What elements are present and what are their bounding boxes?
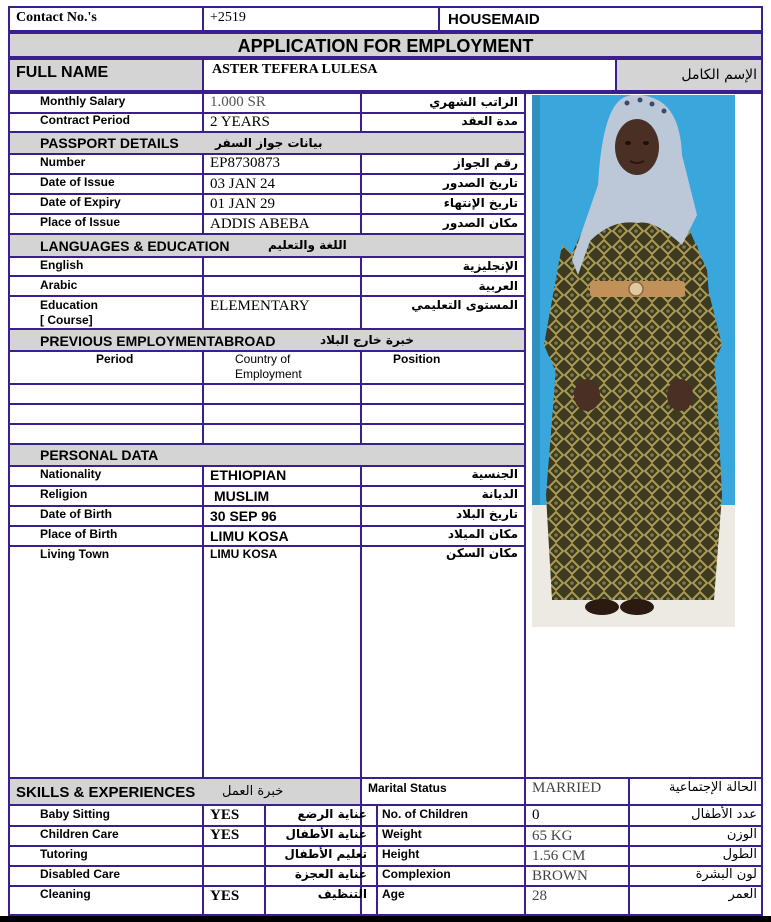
skill-label: Disabled Care xyxy=(40,867,121,881)
religion-value: MUSLIM xyxy=(214,488,270,504)
skill-value: YES xyxy=(210,888,240,904)
col-position: Position xyxy=(393,352,441,366)
full-name-value: ASTER TEFERA LULESA xyxy=(212,62,378,77)
applicant-photo xyxy=(532,95,735,627)
skill-ar: عناية الأطفال xyxy=(285,827,367,841)
page-title: APPLICATION FOR EMPLOYMENT xyxy=(237,36,534,56)
nationality-value: ETHIOPIAN xyxy=(210,467,287,483)
stat-label: Weight xyxy=(382,827,422,841)
skill-label: Cleaning xyxy=(40,887,91,901)
stat-ar: عدد الأطفال xyxy=(691,807,757,822)
place-of-issue-value: ADDIS ABEBA xyxy=(210,216,310,232)
passport-number-ar: رقم الجواز xyxy=(453,156,518,170)
full-name-ar: الإسم الكامل xyxy=(681,67,757,83)
living-town-value: LIMU KOSA xyxy=(210,547,278,561)
place-of-issue-ar: مكان الصدور xyxy=(442,216,518,230)
skill-ar: عناية العجزة xyxy=(294,867,367,881)
monthly-salary-ar: الراتب الشهري xyxy=(429,95,518,109)
contact-value: +2519 xyxy=(210,10,246,25)
employment-section-title: PREVIOUS EMPLOYMENTABROAD xyxy=(40,333,276,349)
skill-value: YES xyxy=(210,807,240,823)
living-town-label: Living Town xyxy=(40,547,110,561)
monthly-salary-label: Monthly Salary xyxy=(40,94,126,108)
col-country-2: Employment xyxy=(235,367,302,381)
contract-period-label: Contract Period xyxy=(40,113,131,127)
pob-value: LIMU KOSA xyxy=(210,528,289,544)
stat-label: Age xyxy=(382,887,405,901)
nationality-label: Nationality xyxy=(40,467,102,481)
living-town-ar: مكان السكن xyxy=(446,546,518,560)
pob-label: Place of Birth xyxy=(40,527,118,541)
issue-date-ar: تاريخ الصدور xyxy=(443,176,518,190)
passport-section-ar: بيانات جواز السفر xyxy=(215,136,323,150)
stat-ar: الطول xyxy=(722,847,757,862)
stat-value: BROWN xyxy=(532,868,588,884)
contract-period-ar: مدة العقد xyxy=(461,114,518,128)
dob-value: 30 SEP 96 xyxy=(210,508,277,524)
personal-section-title: PERSONAL DATA xyxy=(40,447,159,463)
education-label: Education xyxy=(40,298,99,312)
languages-section-title: LANGUAGES & EDUCATION xyxy=(40,238,230,254)
contract-period-value: 2 YEARS xyxy=(210,114,270,130)
skill-value: YES xyxy=(210,827,240,843)
stat-value: 1.56 CM xyxy=(532,848,586,864)
monthly-salary-value: 1.000 SR xyxy=(210,94,266,110)
full-name-label: FULL NAME xyxy=(16,64,109,81)
passport-number-value: EP8730873 xyxy=(210,155,281,171)
issue-date-label: Date of Issue xyxy=(40,175,115,189)
skill-ar: عناية الرضع xyxy=(297,807,367,821)
education-course-label: [ Course] xyxy=(40,313,93,327)
col-country: Country of xyxy=(235,352,291,366)
marital-status-label: Marital Status xyxy=(368,781,447,795)
header-row xyxy=(8,6,763,32)
issue-date-value: 03 JAN 24 xyxy=(210,176,276,192)
expiry-date-label: Date of Expiry xyxy=(40,195,121,209)
stat-ar: لون البشرة xyxy=(695,867,757,882)
bottom-bar xyxy=(0,916,771,922)
col-period: Period xyxy=(96,352,134,366)
skill-label: Tutoring xyxy=(40,847,88,861)
passport-number-label: Number xyxy=(40,155,86,169)
contact-label: Contact No.'s xyxy=(16,10,97,25)
expiry-date-ar: تاريخ الإنتهاء xyxy=(443,196,518,210)
stat-value: 65 KG xyxy=(532,828,573,844)
expiry-date-value: 01 JAN 29 xyxy=(210,196,276,212)
arabic-ar: العربية xyxy=(478,279,518,293)
stat-ar: الوزن xyxy=(726,827,757,842)
pob-ar: مكان الميلاد xyxy=(447,527,518,541)
arabic-label: Arabic xyxy=(40,278,78,292)
skill-ar: التنظيف xyxy=(317,887,367,901)
stat-ar: العمر xyxy=(728,887,757,902)
position-title: HOUSEMAID xyxy=(448,11,540,28)
religion-ar: الديانة xyxy=(481,487,518,501)
skill-label: Baby Sitting xyxy=(40,807,111,821)
stat-value: 28 xyxy=(532,888,547,904)
stat-label: Height xyxy=(382,847,420,861)
employment-section-ar: خبرة خارج البلاد xyxy=(320,333,414,347)
education-value: ELEMENTARY xyxy=(210,298,310,314)
stat-value: 0 xyxy=(532,807,540,823)
marital-status-value: MARRIED xyxy=(532,780,602,796)
religion-label: Religion xyxy=(40,487,88,501)
dob-label: Date of Birth xyxy=(40,507,112,521)
english-label: English xyxy=(40,258,84,272)
skills-section-ar: خبرة العمل xyxy=(222,784,284,799)
education-ar: المستوى التعليمي xyxy=(411,298,518,312)
dob-ar: تاريخ البلاد xyxy=(455,507,518,521)
skill-label: Children Care xyxy=(40,827,119,841)
stat-label: No. of Children xyxy=(382,807,468,821)
stat-label: Complexion xyxy=(382,867,451,881)
passport-section-title: PASSPORT DETAILS xyxy=(40,135,179,151)
marital-status-ar: الحالة الإجتماعية xyxy=(668,780,757,795)
place-of-issue-label: Place of Issue xyxy=(40,215,121,229)
nationality-ar: الجنسية xyxy=(471,467,518,481)
skill-ar: تعليم الأطفال xyxy=(284,847,367,861)
skills-section-title: SKILLS & EXPERIENCES xyxy=(16,784,196,801)
english-ar: الإنجليزية xyxy=(462,259,518,273)
languages-section-ar: اللغة والتعليم xyxy=(268,238,347,252)
